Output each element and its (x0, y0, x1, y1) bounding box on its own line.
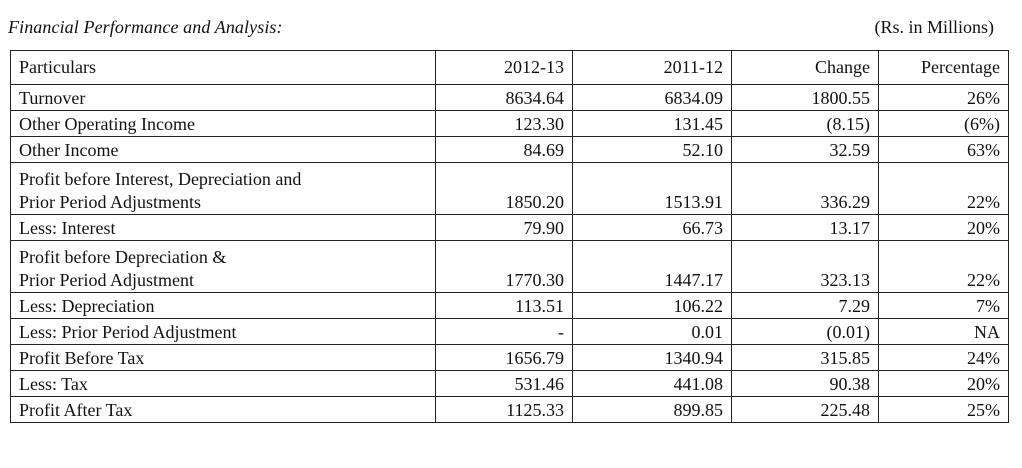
cell-particulars (11, 163, 436, 215)
cell-2012-13: 1656.79 (436, 345, 573, 371)
cell-2011-12: 0.01 (573, 319, 732, 345)
particulars-line: Less: Prior Period Adjustment (19, 322, 237, 342)
table-row (11, 293, 1009, 319)
table-header-row (11, 51, 1009, 85)
section-header (8, 17, 994, 43)
cell-2011-12: 106.22 (573, 293, 732, 319)
cell-particulars (11, 241, 436, 293)
cell-2012-13: 79.90 (436, 215, 573, 241)
cell-2011-12: 1513.91 (573, 163, 732, 215)
header-particulars: Particulars (11, 51, 436, 85)
table-row (11, 345, 1009, 371)
cell-change: 323.13 (732, 241, 879, 293)
header-2012-13: 2012-13 (436, 51, 573, 85)
cell-2011-12: 899.85 (573, 397, 732, 423)
cell-change: 32.59 (732, 137, 879, 163)
cell-2012-13: - (436, 319, 573, 345)
cell-percentage: NA (879, 319, 1009, 345)
table-row (11, 319, 1009, 345)
cell-2012-13: 8634.64 (436, 85, 573, 111)
cell-change: (0.01) (732, 319, 879, 345)
cell-2012-13: 123.30 (436, 111, 573, 137)
cell-change: 315.85 (732, 345, 879, 371)
cell-2012-13: 531.46 (436, 371, 573, 397)
cell-percentage: 25% (879, 397, 1009, 423)
cell-change: 225.48 (732, 397, 879, 423)
cell-change: (8.15) (732, 111, 879, 137)
cell-2011-12: 66.73 (573, 215, 732, 241)
cell-change: 13.17 (732, 215, 879, 241)
cell-particulars (11, 215, 436, 241)
cell-particulars (11, 111, 436, 137)
cell-particulars (11, 319, 436, 345)
cell-change: 1800.55 (732, 85, 879, 111)
particulars-line: Less: Tax (19, 374, 88, 394)
units-note: (Rs. in Millions) (874, 17, 994, 37)
cell-percentage: (6%) (879, 111, 1009, 137)
financial-performance-table (10, 50, 1009, 423)
cell-2011-12: 6834.09 (573, 85, 732, 111)
cell-percentage: 22% (879, 163, 1009, 215)
cell-2011-12: 1340.94 (573, 345, 732, 371)
table-row (11, 137, 1009, 163)
particulars-line: Turnover (19, 88, 86, 108)
header-2011-12: 2011-12 (573, 51, 732, 85)
cell-particulars (11, 293, 436, 319)
table-row (11, 371, 1009, 397)
cell-percentage: 63% (879, 137, 1009, 163)
table-row (11, 85, 1009, 111)
cell-change: 90.38 (732, 371, 879, 397)
particulars-line: Prior Period Adjustment (19, 270, 194, 290)
cell-percentage: 26% (879, 85, 1009, 111)
cell-particulars (11, 397, 436, 423)
cell-2011-12: 441.08 (573, 371, 732, 397)
cell-2011-12: 52.10 (573, 137, 732, 163)
cell-2012-13: 1770.30 (436, 241, 573, 293)
particulars-line: Other Income (19, 140, 119, 160)
table-row (11, 163, 1009, 215)
cell-2012-13: 1125.33 (436, 397, 573, 423)
cell-2012-13: 84.69 (436, 137, 573, 163)
particulars-line: Prior Period Adjustments (19, 192, 202, 212)
table-row (11, 241, 1009, 293)
header-change: Change (732, 51, 879, 85)
cell-change: 7.29 (732, 293, 879, 319)
table-row (11, 111, 1009, 137)
particulars-line: Profit before Depreciation & (19, 247, 227, 267)
particulars-line: Profit before Interest, Depreciation and (19, 169, 302, 189)
cell-percentage: 24% (879, 345, 1009, 371)
particulars-line: Less: Interest (19, 218, 116, 238)
particulars-line: Profit Before Tax (19, 348, 145, 368)
particulars-line: Less: Depreciation (19, 296, 155, 316)
cell-particulars (11, 137, 436, 163)
cell-change: 336.29 (732, 163, 879, 215)
table-row (11, 215, 1009, 241)
cell-percentage: 22% (879, 241, 1009, 293)
particulars-line: Other Operating Income (19, 114, 195, 134)
table-row (11, 397, 1009, 423)
cell-percentage: 7% (879, 293, 1009, 319)
cell-2012-13: 113.51 (436, 293, 573, 319)
cell-percentage: 20% (879, 371, 1009, 397)
header-percentage: Percentage (879, 51, 1009, 85)
particulars-line: Profit After Tax (19, 400, 133, 420)
cell-percentage: 20% (879, 215, 1009, 241)
cell-particulars (11, 371, 436, 397)
cell-2011-12: 131.45 (573, 111, 732, 137)
cell-2012-13: 1850.20 (436, 163, 573, 215)
cell-particulars (11, 345, 436, 371)
cell-2011-12: 1447.17 (573, 241, 732, 293)
section-title: Financial Performance and Analysis: (8, 17, 283, 37)
table-body (11, 85, 1009, 423)
cell-particulars (11, 85, 436, 111)
